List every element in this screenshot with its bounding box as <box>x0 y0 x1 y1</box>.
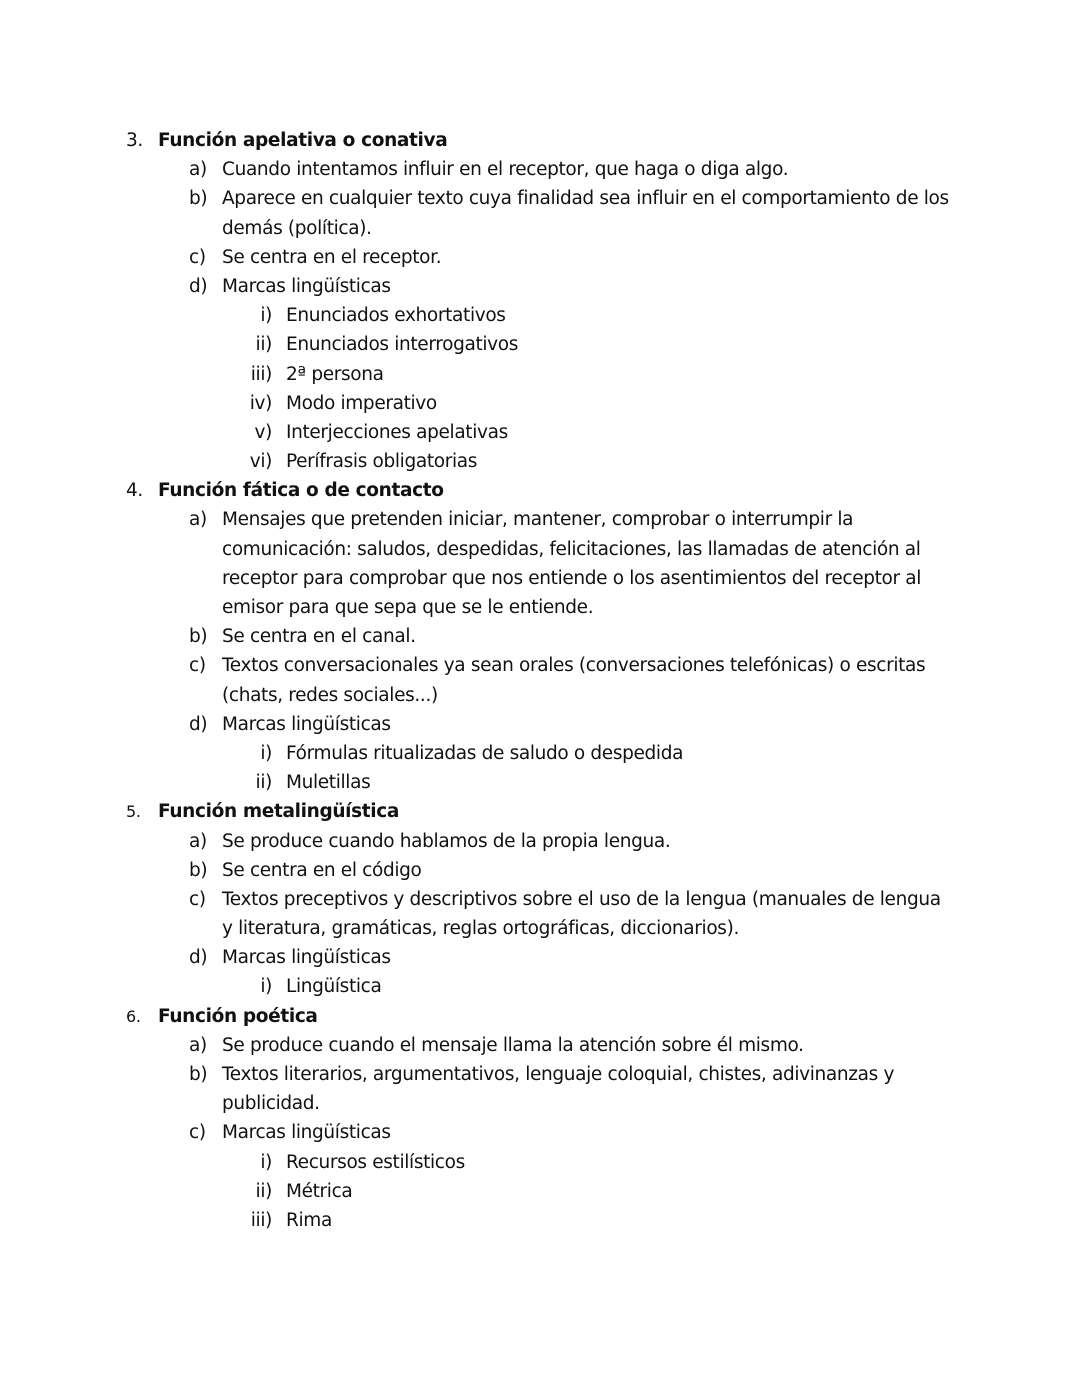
section-heading <box>0 126 1080 155</box>
sub-list-item-text: Muletillas <box>286 772 371 794</box>
list-marker: a) <box>189 1034 207 1056</box>
section-number: 4. <box>126 480 143 502</box>
section-title: Función apelativa o conativa <box>158 130 448 151</box>
list-marker: d) <box>189 713 208 735</box>
list-item-text: Marcas lingüísticas <box>222 1122 391 1144</box>
list-item <box>0 155 1080 184</box>
list-item-text: y literatura, gramáticas, reglas ortográficas, diccionarios). <box>222 918 739 940</box>
sub-list-item <box>0 972 1080 1001</box>
list-marker: b) <box>189 1064 208 1085</box>
sub-list-item <box>0 447 1080 476</box>
sub-list-item <box>0 768 1080 797</box>
list-item-continuation <box>0 535 1080 564</box>
list-marker: b) <box>189 626 208 648</box>
list-item-continuation <box>0 681 1080 710</box>
list-item <box>0 1118 1080 1147</box>
sub-list-marker: i) <box>260 305 272 327</box>
sub-list-marker: i) <box>260 1151 272 1173</box>
section-title: Función poética <box>158 1005 318 1027</box>
sub-list-item-text: Lingüística <box>286 976 382 998</box>
list-item <box>0 651 1080 680</box>
list-item-text: Textos literarios, argumentativos, lenguaje coloquial, chistes, adivinanzas y <box>222 1064 895 1085</box>
sub-list-item-text: Enunciados interrogativos <box>286 334 519 356</box>
sub-list-marker: iv) <box>249 392 272 414</box>
list-marker: a) <box>189 509 207 531</box>
list-item <box>0 505 1080 534</box>
list-item-continuation <box>0 214 1080 243</box>
section-heading <box>0 797 1080 826</box>
section-number: 5. <box>126 802 141 822</box>
sub-list-item <box>0 418 1080 447</box>
sub-list-item-text: Modo imperativo <box>286 392 437 414</box>
list-marker: c) <box>189 246 206 268</box>
list-item-text: demás (política). <box>222 217 372 239</box>
list-item <box>0 710 1080 739</box>
list-marker: b) <box>189 188 208 210</box>
list-marker: c) <box>189 888 206 910</box>
sub-list-item-text: Recursos estilísticos <box>286 1151 465 1173</box>
sub-list-marker: iii) <box>250 363 272 385</box>
list-item <box>0 184 1080 213</box>
list-item <box>0 622 1080 651</box>
sub-list-item <box>0 739 1080 768</box>
sub-list-item-text: Interjecciones apelativas <box>286 421 508 443</box>
list-item <box>0 272 1080 301</box>
sub-list-item <box>0 1148 1080 1177</box>
sub-list-item <box>0 1206 1080 1235</box>
sub-list-marker: i) <box>260 976 272 998</box>
list-marker: c) <box>189 1122 206 1144</box>
list-item-continuation <box>0 564 1080 593</box>
sub-list-item-text: Enunciados exhortativos <box>286 305 506 327</box>
list-marker: d) <box>189 275 208 297</box>
list-marker: b) <box>189 859 208 881</box>
section-number: 3. <box>126 130 143 151</box>
list-item-text: comunicación: saludos, despedidas, felicitaciones, las llamadas de atención al <box>222 538 921 560</box>
sub-list-marker: iii) <box>250 1209 272 1231</box>
list-marker: a) <box>189 830 207 852</box>
list-item-text: Se centra en el receptor. <box>222 246 442 268</box>
list-item-continuation <box>0 914 1080 943</box>
list-item-text: Marcas lingüísticas <box>222 947 391 969</box>
sub-list-marker: ii) <box>255 772 272 794</box>
list-item-text: Se produce cuando hablamos de la propia lengua. <box>222 830 671 852</box>
list-marker: a) <box>189 159 207 181</box>
list-item-text: Se centra en el código <box>222 859 422 881</box>
list-item <box>0 856 1080 885</box>
section-heading <box>0 1002 1080 1031</box>
list-item-text: Textos conversacionales ya sean orales (conversaciones telefónicas) o escritas <box>222 655 926 677</box>
sub-list-marker: v) <box>254 421 272 443</box>
list-item <box>0 943 1080 972</box>
list-item <box>0 1060 1080 1089</box>
list-item-text: Marcas lingüísticas <box>222 275 391 297</box>
list-item <box>0 243 1080 272</box>
list-item-text: Aparece en cualquier texto cuya finalidad sea influir en el comportamiento de los <box>222 188 949 210</box>
section-heading <box>0 476 1080 505</box>
sub-list-marker: vi) <box>249 451 272 473</box>
sub-list-marker: ii) <box>255 334 272 356</box>
list-item-text: Textos preceptivos y descriptivos sobre el uso de la lengua (manuales de lengua <box>222 888 941 910</box>
sub-list-item-text: Rima <box>286 1209 332 1231</box>
list-item-text: Mensajes que pretenden iniciar, mantener, comprobar o interrumpir la <box>222 509 854 531</box>
list-item-continuation <box>0 1089 1080 1118</box>
list-item <box>0 885 1080 914</box>
list-item-continuation <box>0 593 1080 622</box>
list-marker: d) <box>189 947 208 969</box>
sub-list-item-text: Perífrasis obligatorias <box>286 451 478 473</box>
list-item-text: Se centra en el canal. <box>222 626 416 648</box>
list-item-text: (chats, redes sociales...) <box>222 684 438 706</box>
list-item-text: Cuando intentamos influir en el receptor, que haga o diga algo. <box>222 159 789 181</box>
list-item-text: Se produce cuando el mensaje llama la atención sobre él mismo. <box>222 1034 804 1056</box>
sub-list-item <box>0 389 1080 418</box>
sub-list-item <box>0 301 1080 330</box>
list-item-text: publicidad. <box>222 1093 320 1115</box>
list-item <box>0 1031 1080 1060</box>
sub-list-item-text: 2ª persona <box>286 363 384 385</box>
list-marker: c) <box>189 655 206 677</box>
list-item-text: Marcas lingüísticas <box>222 713 391 735</box>
sub-list-marker: ii) <box>255 1180 272 1202</box>
list-item <box>0 827 1080 856</box>
section-title: Función fática o de contacto <box>158 480 444 502</box>
sub-list-item <box>0 1177 1080 1206</box>
document-page <box>0 126 1080 1235</box>
section-title: Función metalingüística <box>158 801 400 823</box>
list-item-text: emisor para que sepa que se le entiende. <box>222 597 594 618</box>
sub-list-item <box>0 330 1080 359</box>
sub-list-marker: i) <box>260 742 272 764</box>
section-number: 6. <box>126 1006 141 1026</box>
sub-list-item-text: Métrica <box>286 1180 353 1202</box>
sub-list-item <box>0 360 1080 389</box>
sub-list-item-text: Fórmulas ritualizadas de saludo o despedida <box>286 742 684 764</box>
list-item-text: receptor para comprobar que nos entiende o los asentimientos del receptor al <box>222 567 922 589</box>
